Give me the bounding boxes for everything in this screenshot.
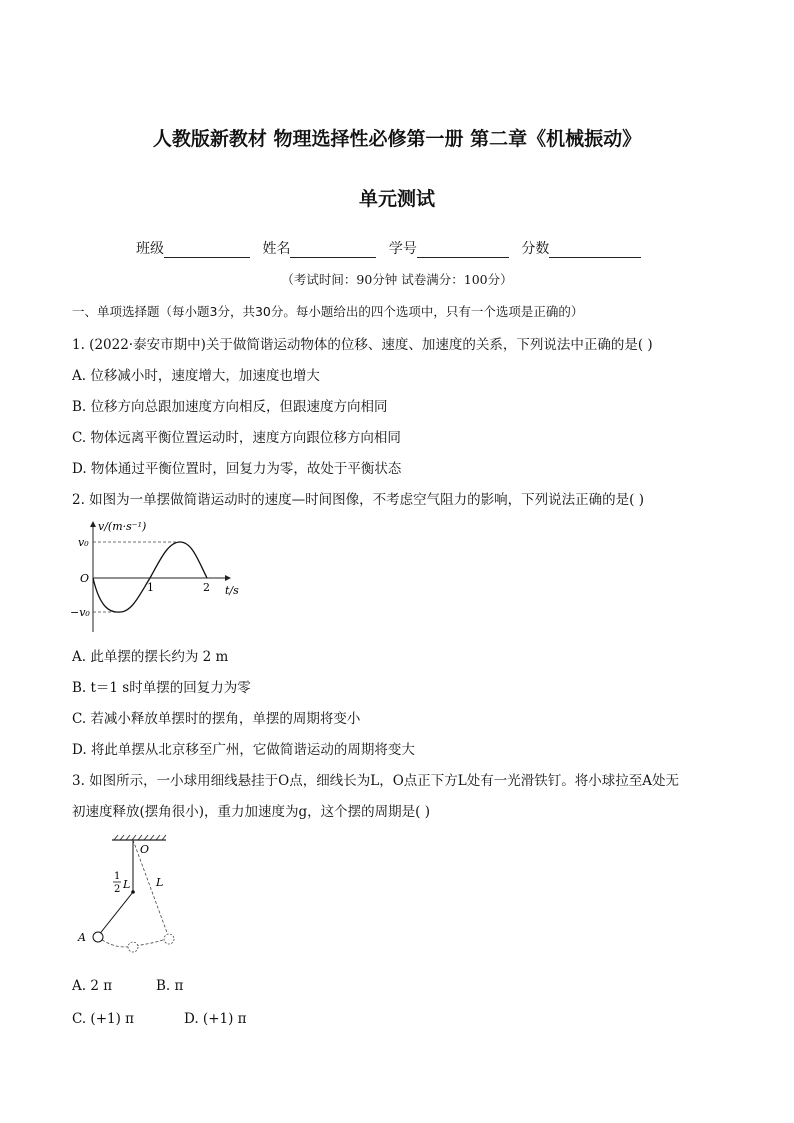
x-tick-2: 2 [203,581,210,594]
v0-label: v₀ [78,536,89,549]
ball-bottom [128,942,138,952]
q2-stem: 2. 如图为一单摆做简谐运动时的速度—时间图像，不考虑空气阻力的影响，下列说法正确的是( ) [72,492,644,508]
class-label: 班级 [136,241,164,257]
id-blank [417,241,509,258]
q3-pendulum-figure [72,834,192,958]
q1-stem: 1. (2022·泰安市期中)关于做简谐运动物体的位移、速度、加速度的关系，下列说法中正确的是( ) [72,337,653,353]
page-subtitle: 单元测试 [358,188,435,210]
q1-option-c: C. 物体远离平衡位置运动时，速度方向跟位移方向相同 [72,430,401,446]
q2-option-b: B. t＝1 s时单摆的回复力为零 [72,680,251,696]
q2-option-c: C. 若减小释放单摆时的摆角，单摆的周期将变小 [72,711,361,727]
name-label: 姓名 [262,241,291,257]
x-tick-1: 1 [147,581,154,594]
id-label: 学号 [388,241,417,257]
class-blank [164,241,250,258]
section-heading: 一、单项选择题（每小题3分，共30分。每小题给出的四个选项中，只有一个选项是正确的） [72,304,584,319]
score-label: 分数 [521,241,550,257]
ball-a [93,932,103,942]
half-numerator: 1 [114,871,121,882]
q3-option-a: A. 2 π [72,978,113,994]
q3-option-b: B. π [156,978,184,994]
x-axis-label: t/s [225,584,239,597]
origin-label: O [80,572,90,585]
q1-option-b: B. 位移方向总跟加速度方向相反，但跟速度方向相同 [72,399,388,415]
q1-option-a: A. 位移减小时，速度增大，加速度也增大 [72,368,320,384]
ceiling-hatch [114,835,166,840]
q3-stem-line2: 初速度释放(摆角很小)，重力加速度为g，这个摆的周期是( ) [72,804,430,820]
name-blank [290,241,376,258]
q2-velocity-time-graph [70,516,250,636]
string-lower [98,892,133,936]
half-denominator: 2 [114,884,121,895]
neg-v0-label: −v₀ [70,606,90,619]
y-axis-label: v/(m·s⁻¹) [98,520,147,533]
q3-stem-line1: 3. 如图所示，一小球用细线悬挂于O点，细线长为L，O点正下方L处有一光滑铁钉。将小球拉至A处无 [72,773,679,789]
exam-note: （考试时间：90分钟 试卷满分：100分） [281,272,513,287]
l-label: L [156,876,164,889]
q3-option-d: D. (+1) π [184,1011,247,1027]
q2-option-d: D. 将此单摆从北京移至广州，它做简谐运动的周期将变大 [72,742,415,758]
velocity-curve [93,542,207,612]
half-l-label: L [123,878,131,891]
a-point-label: A [78,931,86,944]
page-title: 人教版新教材 物理选择性必修第一册 第二章《机械振动》 [152,128,642,150]
q3-option-c: C. (+1) π [72,1011,135,1027]
ball-right [164,934,174,944]
o-point-label: O [140,843,150,856]
q2-option-a: A. 此单摆的摆长约为 2 m [72,649,229,665]
score-blank [549,241,641,258]
student-info-line [136,238,649,258]
string-dashed [133,840,169,938]
q1-option-d: D. 物体通过平衡位置时，回复力为零，故处于平衡状态 [72,461,402,477]
